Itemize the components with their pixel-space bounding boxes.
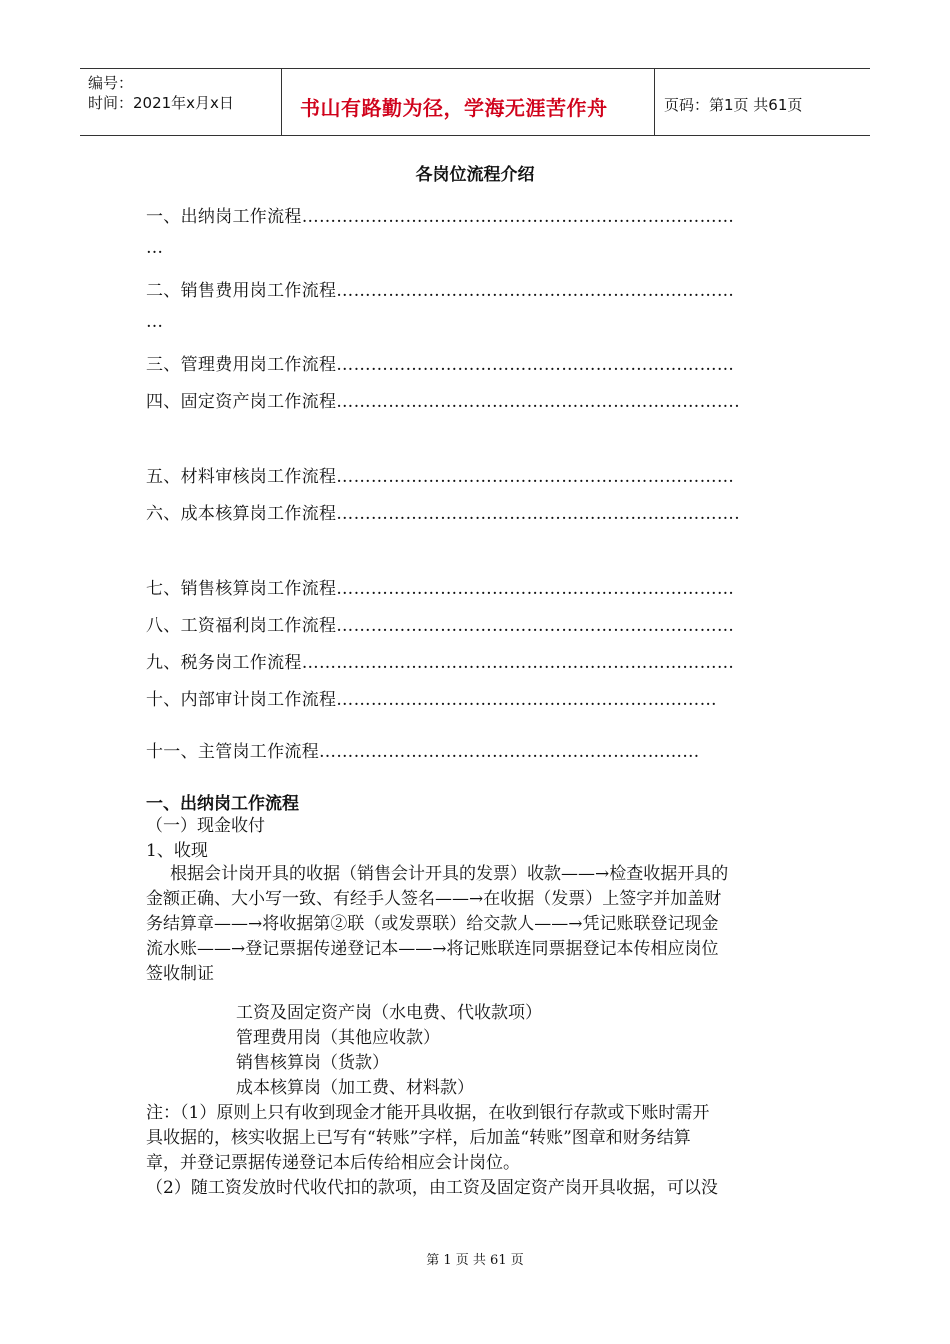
note-line: （2）随工资发放时代收代扣的款项，由工资及固定资产岗开具收据，可以没 — [146, 1178, 718, 1198]
toc-item: 五、材料审核岗工作流程…………………………………………………………… — [146, 467, 735, 487]
subsection-heading: （一）现金收付 — [146, 816, 265, 836]
indented-item: 销售核算岗（货款） — [236, 1053, 389, 1073]
indented-item: 工资及固定资产岗（水电费、代收款项） — [236, 1003, 542, 1023]
header-divider-right — [654, 68, 655, 136]
header-time-label: 时间：2021年x月x日 — [88, 94, 234, 112]
section-heading: 一、出纳岗工作流程 — [146, 794, 299, 814]
toc-item: 七、销售核算岗工作流程…………………………………………………………… — [146, 579, 735, 599]
paragraph-line: 流水账——→登记票据传递登记本——→将记账联连同票据登记本传相应岗位 — [146, 939, 719, 959]
toc-item: 九、税务岗工作流程………………………………………………………………… — [146, 653, 735, 673]
document-title: 各岗位流程介绍 — [415, 165, 535, 185]
header-divider-left — [281, 68, 282, 136]
note-line: 章，并登记票据传递登记本后传给相应会计岗位。 — [146, 1153, 520, 1173]
paragraph-line: 签收制证 — [146, 964, 214, 984]
toc-item: 三、管理费用岗工作流程…………………………………………………………… — [146, 355, 735, 375]
paragraph-line: 金额正确、大小写一致、有经手人签名——→在收据（发票）上签字并加盖财 — [146, 889, 722, 909]
toc-item: 二、销售费用岗工作流程…………………………………………………………… — [146, 281, 735, 301]
paragraph-line: 务结算章——→将收据第②联（或发票联）给交款人——→凭记账联登记现金 — [146, 914, 719, 934]
note-line: 具收据的，核实收据上已写有“转账”字样，后加盖“转账”图章和财务结算 — [146, 1128, 691, 1148]
subsection-heading: 1、收现 — [146, 841, 208, 861]
header-page-info: 页码：第1页 共61页 — [664, 96, 803, 114]
toc-item: 四、固定资产岗工作流程……………………………………………………………. — [146, 392, 740, 412]
toc-item: 一、出纳岗工作流程………………………………………………………………… — [146, 207, 735, 227]
toc-item: 六、成本核算岗工作流程……………………………………………………………. — [146, 504, 740, 524]
indented-item: 成本核算岗（加工费、材料款） — [236, 1078, 474, 1098]
toc-item: 八、工资福利岗工作流程…………………………………………………………… — [146, 616, 735, 636]
paragraph-line: 根据会计岗开具的收据（销售会计开具的发票）收款——→检查收据开具的 — [170, 864, 729, 884]
indented-item: 管理费用岗（其他应收款） — [236, 1028, 440, 1048]
toc-item-continuation: … — [146, 238, 164, 258]
header-number-label: 编号： — [88, 74, 134, 92]
header-top-border — [80, 68, 870, 69]
header-motto: 书山有路勤为径，学海无涯苦作舟 — [300, 96, 608, 120]
note-line: 注：（1）原则上只有收到现金才能开具收据，在收到银行存款或下账时需开 — [146, 1103, 710, 1123]
toc-item: 十一、主管岗工作流程………………………………………………………… — [146, 742, 700, 762]
page-footer: 第 1 页 共 61 页 — [426, 1253, 524, 1268]
header-bottom-border — [80, 135, 870, 136]
toc-item-continuation: … — [146, 312, 164, 332]
toc-item: 十、内部审计岗工作流程………………………………………………………… — [146, 690, 717, 710]
